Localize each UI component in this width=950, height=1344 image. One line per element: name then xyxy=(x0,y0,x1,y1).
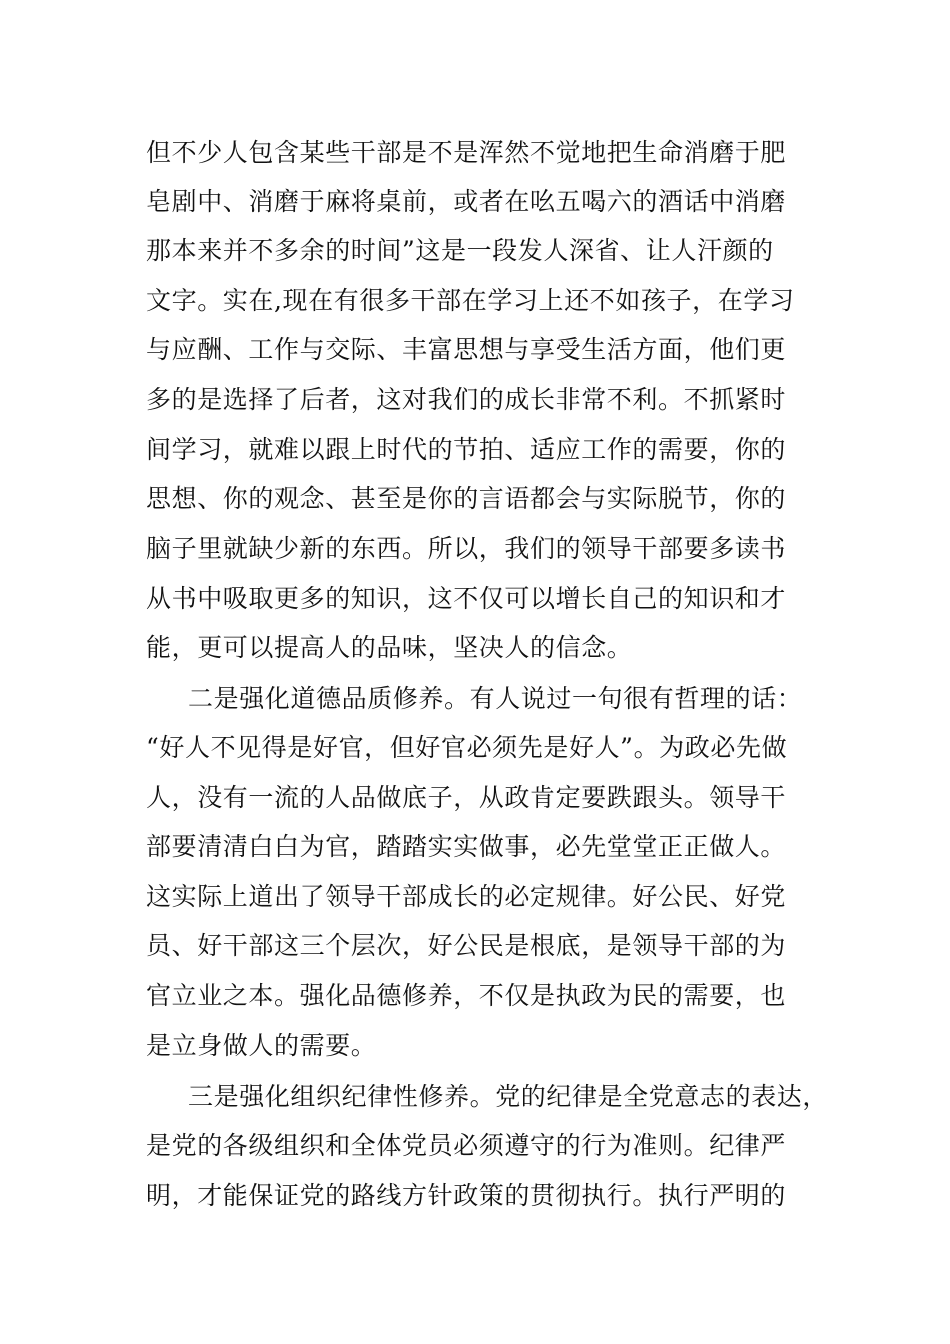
text-line: 这实际上道出了领导干部成长的必定规律。好公民、好党 xyxy=(146,882,787,911)
text-line: 员、好干部这三个层次，好公民是根底，是领导干部的为 xyxy=(146,931,787,960)
text-line: 思想、你的观念、甚至是你的言语都会与实际脱节，你的 xyxy=(146,484,787,513)
text-line: 间学习，就难以跟上时代的节拍、适应工作的需要，你的 xyxy=(146,435,787,464)
text-line: 那本来并不多余的时间”这是一段发人深省、让人汗颜的 xyxy=(146,236,774,265)
text-line: 官立业之本。强化品德修养，不仅是执政为民的需要，也 xyxy=(146,981,787,1010)
text-line: 文字。实在,现在有很多干部在学习上还不如孩子，在学习 xyxy=(146,286,795,315)
text-line: 部要清清白白为官，踏踏实实做事，必先堂堂正正做人。 xyxy=(146,832,787,861)
text-line: 人，没有一流的人品做底子，从政肯定要跌跟头。领导干 xyxy=(146,783,787,812)
text-line: 是党的各级组织和全体党员必须遵守的行为准则。纪律严 xyxy=(146,1131,787,1160)
text-line: 从书中吸取更多的知识，这不仅可以增长自己的知识和才 xyxy=(146,584,787,613)
text-line: 能，更可以提高人的品味，坚决人的信念。 xyxy=(146,633,633,662)
text-line: 皂剧中、消磨于麻将桌前，或者在吆五喝六的酒话中消磨 xyxy=(146,187,787,216)
text-line: 三是强化组织纪律性修养。党的纪律是全党意志的表达， xyxy=(188,1082,829,1111)
text-line: 与应酬、工作与交际、丰富思想与享受生活方面，他们更 xyxy=(146,335,787,364)
text-line: 多的是选择了后者，这对我们的成长非常不利。不抓紧时 xyxy=(146,385,787,414)
text-line: 二是强化道德品质修养。有人说过一句很有哲理的话： xyxy=(188,684,803,713)
text-line: 是立身做人的需要。 xyxy=(146,1031,377,1060)
text-line: “好人不见得是好官，但好官必须先是好人”。为政必先做 xyxy=(146,733,788,762)
text-line: 明，才能保证党的路线方针政策的贯彻执行。执行严明的 xyxy=(146,1181,787,1210)
text-line: 脑子里就缺少新的东西。所以，我们的领导干部要多读书 xyxy=(146,534,787,563)
text-line: 但不少人包含某些干部是不是浑然不觉地把生命消磨于肥 xyxy=(146,138,787,167)
